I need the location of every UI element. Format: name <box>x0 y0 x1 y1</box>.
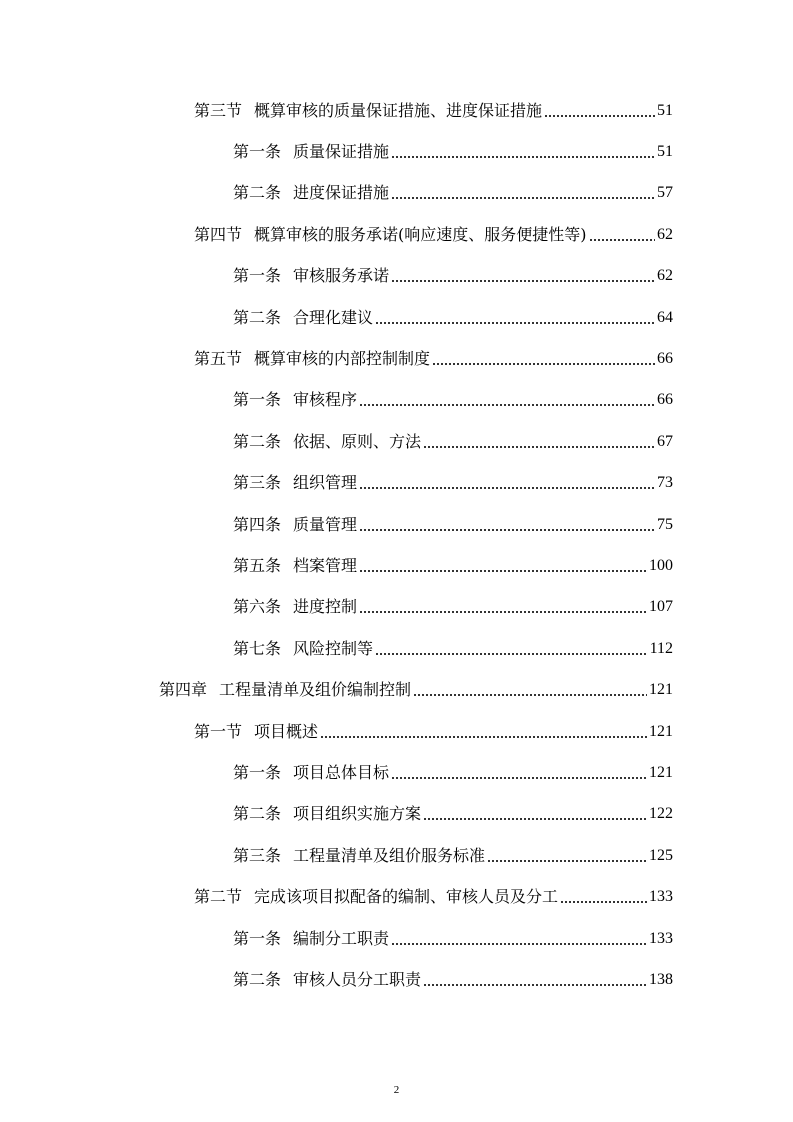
dot-leader <box>413 694 647 696</box>
toc-entry-page: 66 <box>657 391 673 409</box>
toc-entry-number: 第一条 <box>233 142 282 162</box>
toc-entry-section[interactable] <box>0 711 793 752</box>
toc-entry-page: 122 <box>649 805 673 823</box>
toc-entry-number: 第一节 <box>194 721 243 741</box>
toc-entry-number: 第一条 <box>233 928 282 948</box>
toc-entry-title: 质量保证措施 <box>293 142 390 162</box>
toc-entry-page: 62 <box>657 225 673 243</box>
toc-entry-page: 57 <box>657 184 673 202</box>
toc-entry-article[interactable] <box>0 421 793 462</box>
toc-entry-title: 组织管理 <box>293 473 358 493</box>
toc-entry-article[interactable] <box>0 131 793 172</box>
toc-entry-article[interactable] <box>0 959 793 1000</box>
toc-entry-title: 项目总体目标 <box>293 762 390 782</box>
toc-entry-article[interactable] <box>0 752 793 793</box>
toc-entry-page: 125 <box>649 846 673 864</box>
toc-entry-title: 进度保证措施 <box>293 183 390 203</box>
dot-leader <box>423 818 647 820</box>
toc-entry-page: 62 <box>657 267 673 285</box>
toc-entry-number: 第四章 <box>159 680 208 700</box>
toc-entry-title: 概算审核的内部控制制度 <box>254 349 431 369</box>
toc-entry-number: 第四节 <box>194 224 243 244</box>
dot-leader <box>375 322 655 324</box>
toc-entry-title: 工程量清单及组价服务标准 <box>293 845 486 865</box>
toc-entry-title: 审核服务承诺 <box>293 266 390 286</box>
toc-entry-title: 完成该项目拟配备的编制、审核人员及分工 <box>254 887 559 907</box>
toc-entry-number: 第二条 <box>233 307 282 327</box>
toc-entry-title: 质量管理 <box>293 514 358 534</box>
dot-leader <box>432 363 655 365</box>
dot-leader <box>487 860 647 862</box>
toc-entry-title: 编制分工职责 <box>293 928 390 948</box>
toc-entry-page: 73 <box>657 474 673 492</box>
toc-entry-article[interactable] <box>0 504 793 545</box>
toc-entry-article[interactable] <box>0 380 793 421</box>
toc-entry-page: 100 <box>649 556 673 574</box>
toc-entry-page: 121 <box>649 763 673 781</box>
toc-entry-article[interactable] <box>0 587 793 628</box>
toc-entry-title: 合理化建议 <box>293 307 374 327</box>
dot-leader <box>391 777 647 779</box>
dot-leader <box>423 446 655 448</box>
toc-entry-number: 第一条 <box>233 390 282 410</box>
toc-entry-article[interactable] <box>0 835 793 876</box>
toc-entry-title: 依据、原则、方法 <box>293 431 422 451</box>
toc-entry-number: 第三条 <box>233 473 282 493</box>
toc-entry-page: 121 <box>649 722 673 740</box>
toc-entry-title: 进度控制 <box>293 597 358 617</box>
dot-leader <box>375 653 648 655</box>
dot-leader <box>391 943 647 945</box>
dot-leader <box>391 280 655 282</box>
dot-leader <box>560 901 647 903</box>
toc-entry-number: 第三节 <box>194 100 243 120</box>
toc-entry-page: 133 <box>649 888 673 906</box>
dot-leader <box>359 570 647 572</box>
dot-leader <box>544 115 655 117</box>
toc-entry-page: 133 <box>649 929 673 947</box>
dot-leader <box>359 529 655 531</box>
toc-entry-number: 第五节 <box>194 349 243 369</box>
toc-entry-page: 75 <box>657 515 673 533</box>
toc-entry-article[interactable] <box>0 173 793 214</box>
toc-entry-chapter[interactable] <box>0 669 793 710</box>
toc-entry-number: 第一条 <box>233 762 282 782</box>
toc-entry-page: 107 <box>649 598 673 616</box>
toc-entry-title: 风险控制等 <box>293 638 374 658</box>
toc-entry-title: 概算审核的质量保证措施、进度保证措施 <box>254 100 543 120</box>
footer-page-number: 2 <box>393 1084 400 1096</box>
toc-entry-number: 第一条 <box>233 266 282 286</box>
dot-leader <box>359 611 647 613</box>
toc-entry-title: 项目组织实施方案 <box>293 804 422 824</box>
toc-entry-page: 66 <box>657 350 673 368</box>
toc-entry-number: 第二条 <box>233 969 282 989</box>
toc-entry-page: 112 <box>649 639 673 657</box>
dot-leader <box>320 736 647 738</box>
toc-entry-section[interactable] <box>0 338 793 379</box>
toc-entry-title: 档案管理 <box>293 555 358 575</box>
toc-entry-article[interactable] <box>0 463 793 504</box>
toc-entry-page: 67 <box>657 432 673 450</box>
table-of-contents <box>0 90 793 1001</box>
toc-entry-title: 项目概述 <box>254 721 319 741</box>
toc-entry-section[interactable] <box>0 90 793 131</box>
dot-leader <box>391 156 655 158</box>
toc-entry-article[interactable] <box>0 256 793 297</box>
toc-entry-title: 审核程序 <box>293 390 358 410</box>
toc-entry-article[interactable] <box>0 545 793 586</box>
toc-entry-number: 第六条 <box>233 597 282 617</box>
dot-leader <box>359 404 655 406</box>
dot-leader <box>423 984 647 986</box>
toc-entry-number: 第三条 <box>233 845 282 865</box>
dot-leader <box>391 197 655 199</box>
toc-entry-number: 第二条 <box>233 183 282 203</box>
toc-entry-title: 审核人员分工职责 <box>293 969 422 989</box>
toc-entry-number: 第二节 <box>194 887 243 907</box>
toc-entry-number: 第四条 <box>233 514 282 534</box>
toc-entry-title: 概算审核的服务承诺(响应速度、服务便捷性等) <box>254 224 587 244</box>
toc-entry-number: 第五条 <box>233 555 282 575</box>
toc-entry-title: 工程量清单及组价编制控制 <box>219 680 412 700</box>
toc-entry-page: 121 <box>649 681 673 699</box>
toc-entry-page: 138 <box>649 970 673 988</box>
toc-entry-number: 第七条 <box>233 638 282 658</box>
dot-leader <box>589 239 655 241</box>
toc-entry-article[interactable] <box>0 794 793 835</box>
toc-entry-page: 64 <box>657 308 673 326</box>
toc-entry-number: 第二条 <box>233 804 282 824</box>
toc-entry-page: 51 <box>657 101 673 119</box>
dot-leader <box>359 487 655 489</box>
toc-entry-article[interactable] <box>0 628 793 669</box>
toc-entry-section[interactable] <box>0 214 793 255</box>
toc-entry-section[interactable] <box>0 876 793 917</box>
toc-entry-article[interactable] <box>0 297 793 338</box>
toc-entry-page: 51 <box>657 143 673 161</box>
toc-entry-article[interactable] <box>0 918 793 959</box>
toc-entry-number: 第二条 <box>233 431 282 451</box>
